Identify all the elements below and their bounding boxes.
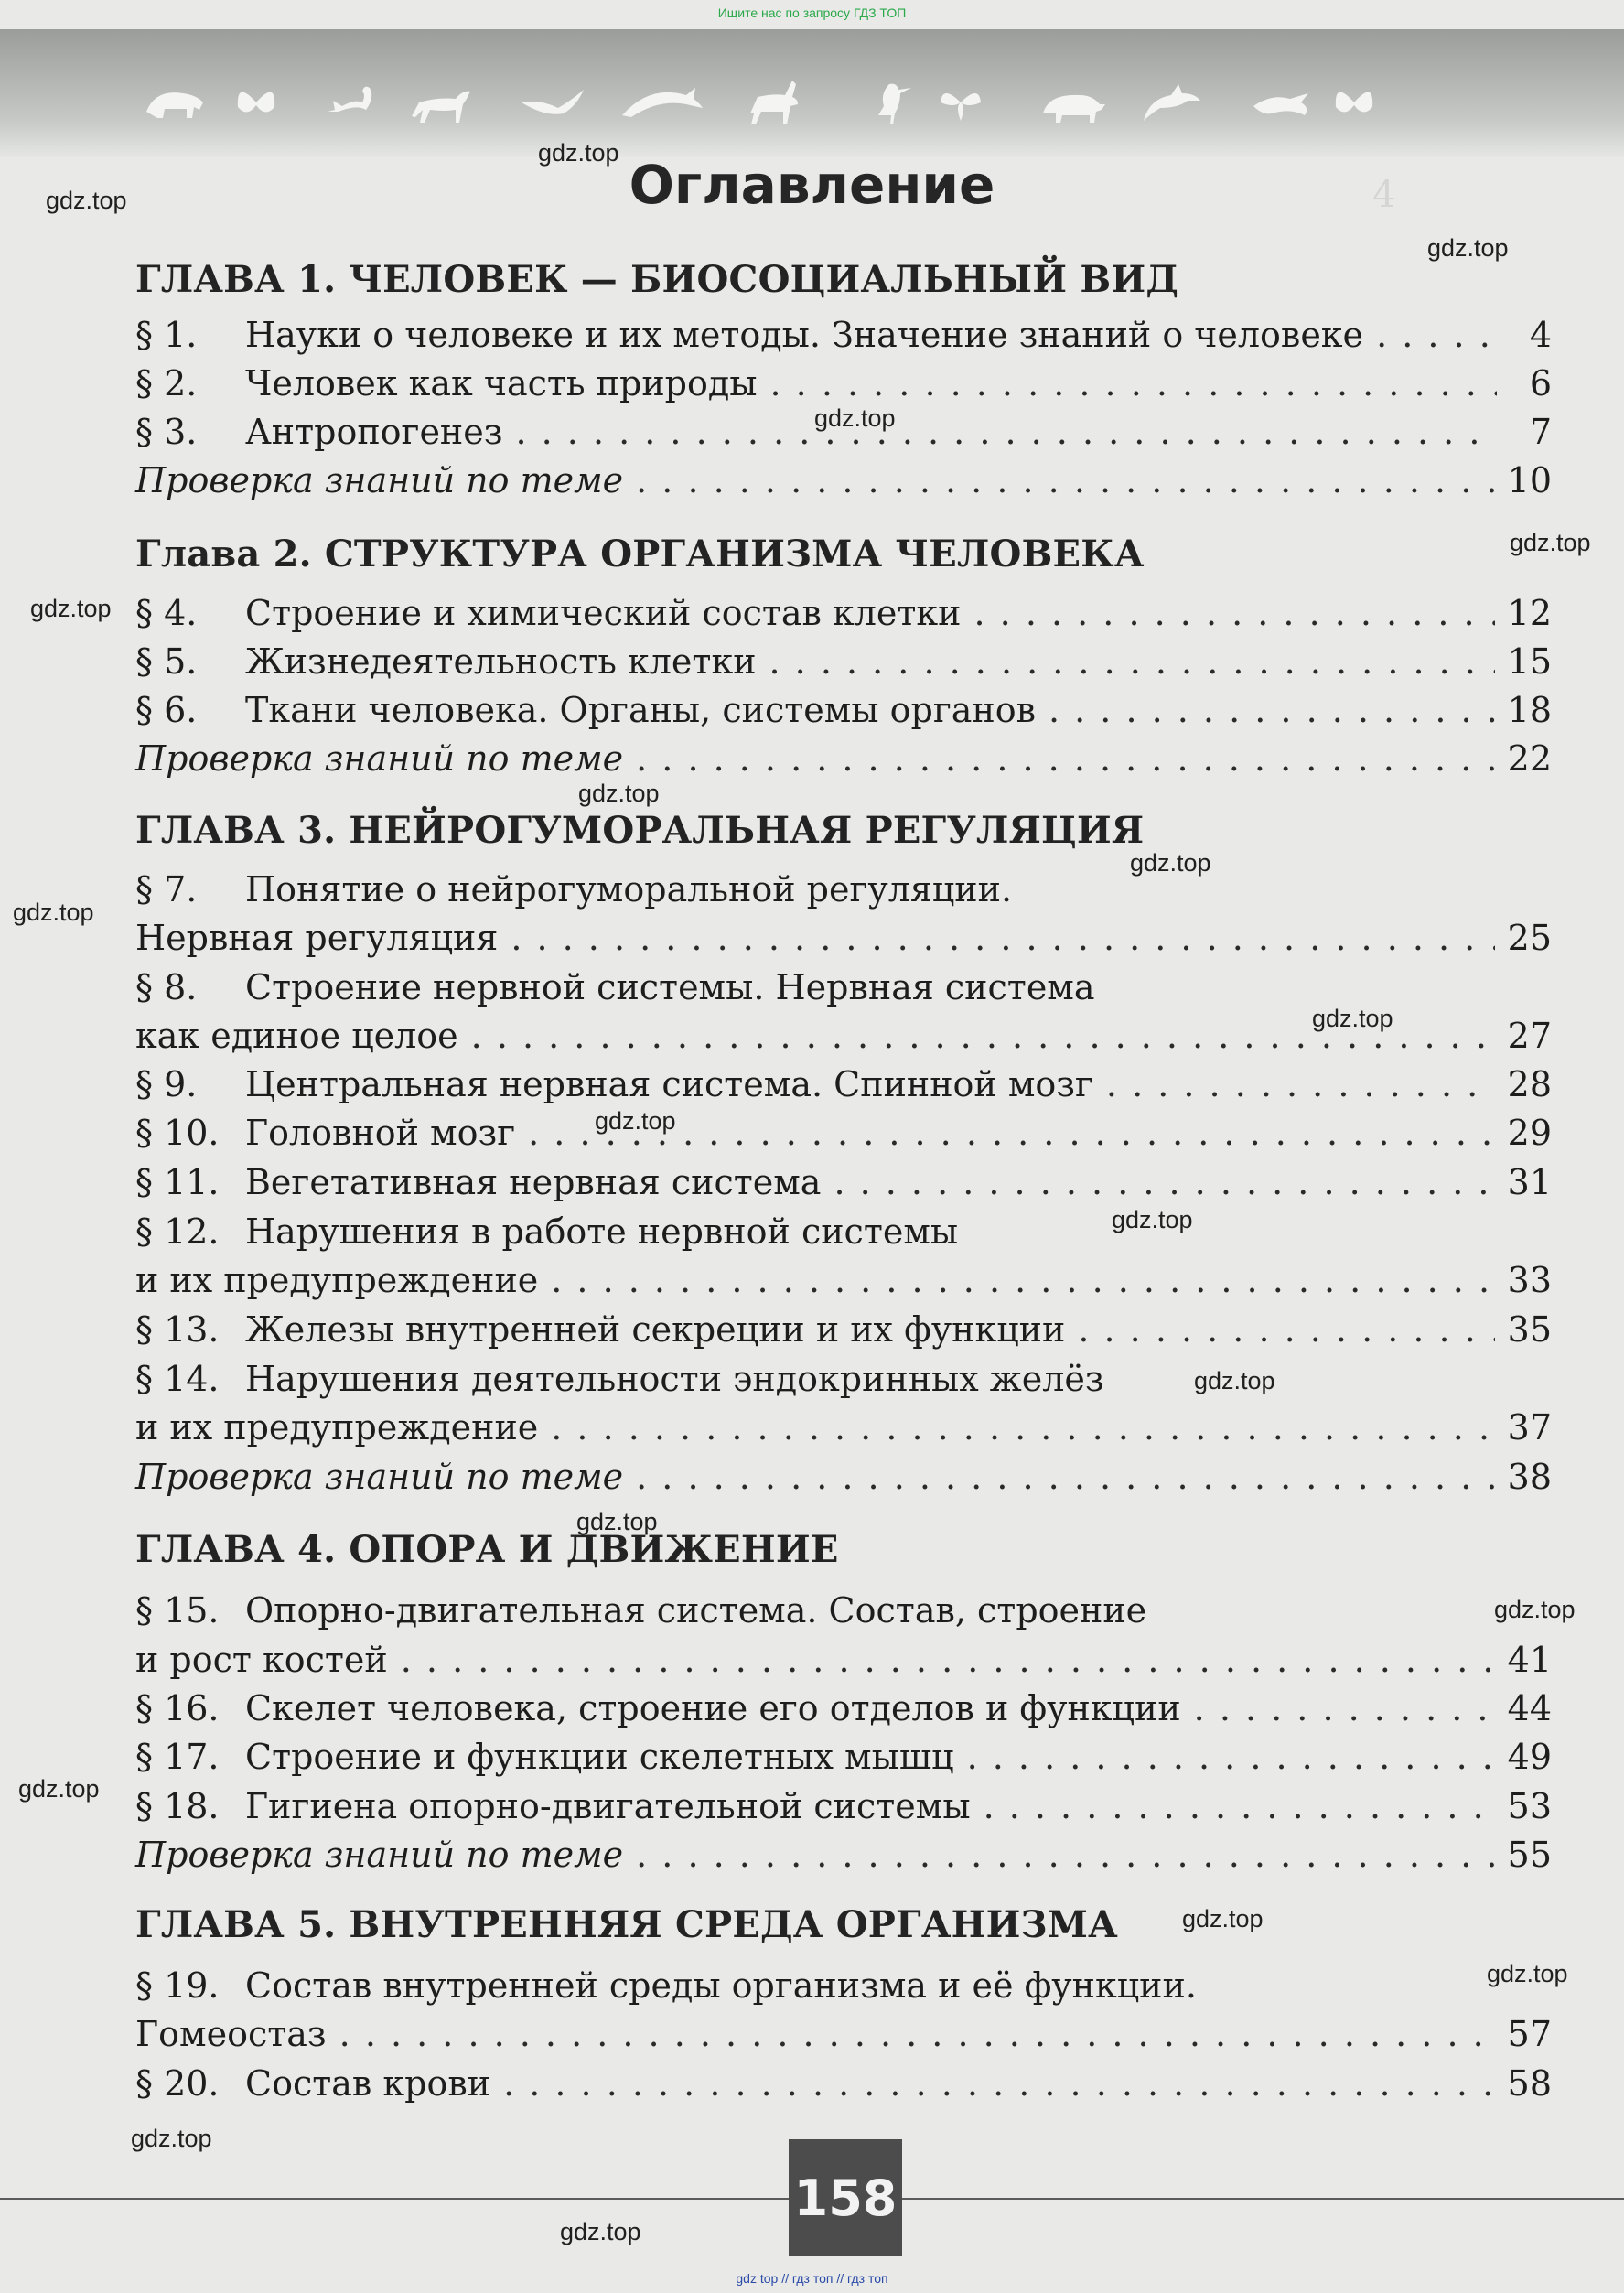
entry-page: 35	[1507, 1309, 1552, 1350]
entry-page: 41	[1507, 1640, 1552, 1680]
watermark: gdz.top	[131, 2125, 212, 2152]
dolphin-icon	[622, 88, 703, 117]
top-note: Ищите нас по запросу ГДЗ ТОП	[717, 5, 907, 20]
leader-dots	[1078, 1309, 1494, 1350]
entry-title: Строение нервной системы. Нервная система	[245, 967, 1095, 1007]
entry-number: § 9.	[135, 1064, 198, 1104]
watermark: gdz.top	[1130, 849, 1211, 877]
entry-page: 27	[1507, 1016, 1552, 1056]
animal-strip	[137, 75, 1565, 130]
entry-number: § 8.	[135, 967, 198, 1007]
toc-entry[interactable]	[135, 1064, 1552, 1114]
entry-title: Антропогенез	[245, 412, 503, 452]
entry-title-continued: и рост костей	[135, 1640, 388, 1680]
toc-entry[interactable]	[135, 2063, 1552, 2113]
entry-title-continued: Гомеостаз	[135, 2014, 327, 2054]
entry-page: 55	[1507, 1835, 1552, 1875]
entry-number: § 15.	[135, 1590, 220, 1631]
entry-number: § 3.	[135, 412, 198, 452]
entry-title: Нарушения в работе нервной системы	[245, 1211, 959, 1252]
entry-page: 22	[1507, 738, 1552, 779]
toc-entry-line[interactable]	[135, 869, 1552, 919]
entry-page: 58	[1507, 2063, 1552, 2104]
entry-title: Железы внутренней секреции и их функции	[245, 1309, 1066, 1350]
watermark: gdz.top	[595, 1107, 676, 1135]
toc-check-entry[interactable]	[135, 1835, 1552, 1884]
entry-title: Гигиена опорно-двигательной системы	[245, 1786, 971, 1826]
entry-title: Головной мозг	[245, 1113, 516, 1153]
toc-entry-line[interactable]	[135, 1590, 1552, 1640]
page-title: Оглавление	[629, 154, 995, 216]
watermark: gdz.top	[1194, 1367, 1275, 1394]
bottom-note: gdz top // гдз топ // гдз топ	[736, 2271, 888, 2286]
entry-page: 31	[1507, 1162, 1552, 1202]
leader-dots	[401, 1640, 1495, 1680]
bee-icon	[941, 93, 981, 121]
bison-icon	[146, 92, 203, 118]
watermark: gdz.top	[1494, 1596, 1576, 1623]
entry-title-continued: и их предупреждение	[135, 1260, 539, 1300]
entry-title: Центральная нервная система. Спинной мозг	[245, 1064, 1093, 1104]
leader-dots	[769, 641, 1495, 682]
chapter-3-title: ГЛАВА 3. НЕЙРОГУМОРАЛЬНАЯ РЕГУЛЯЦИЯ	[135, 809, 1145, 852]
watermark: gdz.top	[1112, 1206, 1193, 1233]
toc-entry[interactable]	[135, 1786, 1552, 1835]
leader-dots	[636, 460, 1495, 501]
entry-title: Нарушения деятельности эндокринных желёз	[245, 1359, 1104, 1399]
entry-title: Понятие о нейрогуморальной регуляции.	[245, 869, 1013, 910]
leader-dots	[551, 1407, 1494, 1448]
watermark: gdz.top	[30, 595, 112, 622]
chapter-2-title: Глава 2. СТРУКТУРА ОРГАНИЗМА ЧЕЛОВЕКА	[135, 533, 1145, 576]
watermark: gdz.top	[13, 899, 94, 926]
entry-title: Науки о человеке и их методы. Значение знаний о человеке	[245, 315, 1364, 355]
entry-page: 49	[1507, 1737, 1552, 1777]
entry-number: § 16.	[135, 1688, 220, 1728]
toc-check-entry[interactable]	[135, 738, 1552, 788]
leader-dots	[1376, 315, 1497, 355]
toc-entry[interactable]	[135, 593, 1552, 642]
toc-check-entry[interactable]	[135, 1457, 1552, 1506]
entry-number: § 1.	[135, 315, 198, 355]
deer-icon	[750, 81, 798, 124]
entry-title: Состав внутренней среды организма и её функции.	[245, 1965, 1197, 2006]
entry-number: § 7.	[135, 869, 198, 910]
toc-entry-line[interactable]	[135, 1359, 1552, 1408]
watermark: gdz.top	[576, 1508, 658, 1535]
entry-title: Опорно-двигательная система. Состав, строение	[245, 1590, 1147, 1631]
leader-dots	[636, 738, 1495, 779]
entry-title: Состав крови	[245, 2063, 491, 2104]
horse-icon	[412, 92, 470, 123]
watermark: gdz.top	[814, 404, 896, 432]
leader-dots	[1106, 1064, 1495, 1104]
entry-title: Вегетативная нервная система	[245, 1162, 822, 1202]
entry-number: § 19.	[135, 1965, 220, 2006]
entry-title: Строение и функции скелетных мышц	[245, 1737, 954, 1777]
entry-number: § 4.	[135, 593, 198, 633]
entry-title: Человек как часть природы	[245, 363, 758, 404]
entry-title: Жизнедеятельность клетки	[245, 641, 757, 682]
entry-page: 57	[1507, 2014, 1552, 2054]
toc-entry[interactable]	[135, 1309, 1552, 1359]
entry-page: 33	[1507, 1260, 1552, 1300]
boar-icon	[1043, 95, 1105, 123]
toc-entry[interactable]	[135, 1260, 1552, 1309]
leader-dots	[503, 2063, 1495, 2104]
leader-dots	[636, 1835, 1495, 1875]
toc-entry[interactable]	[135, 918, 1552, 967]
leader-dots	[551, 1260, 1494, 1300]
entry-title: Проверка знаний по теме	[135, 460, 624, 501]
entry-number: § 20.	[135, 2063, 220, 2104]
chapter-1-title: ГЛАВА 1. ЧЕЛОВЕК — БИОСОЦИАЛЬНЫЙ ВИД	[135, 258, 1179, 301]
watermark: gdz.top	[1312, 1005, 1393, 1032]
watermark: gdz.top	[560, 2218, 641, 2245]
entry-number: § 13.	[135, 1309, 220, 1350]
entry-page: 7	[1529, 412, 1552, 452]
entry-number: § 6.	[135, 690, 198, 730]
leader-dots	[967, 1737, 1495, 1777]
entry-number: § 2.	[135, 363, 198, 404]
entry-number: § 5.	[135, 641, 198, 682]
toc-entry-line[interactable]	[135, 1211, 1552, 1261]
leader-dots	[636, 1457, 1495, 1497]
entry-title: Проверка знаний по теме	[135, 1835, 624, 1875]
entry-page: 4	[1529, 315, 1552, 355]
watermark: gdz.top	[1487, 1960, 1568, 1987]
entry-title-continued: как единое целое	[135, 1016, 458, 1056]
leader-dots	[984, 1786, 1495, 1826]
butterfly-icon	[238, 92, 274, 113]
scorpion-icon	[328, 87, 371, 112]
entry-number: § 18.	[135, 1786, 220, 1826]
toc-entry[interactable]	[135, 1113, 1552, 1162]
entry-title: Строение и химический состав клетки	[245, 593, 962, 633]
butterfly-icon	[1336, 92, 1372, 113]
entry-page: 6	[1529, 363, 1552, 404]
entry-page: 10	[1507, 460, 1552, 501]
leader-dots	[1049, 690, 1495, 730]
eagle-icon	[1253, 93, 1308, 115]
leader-dots	[1194, 1688, 1495, 1728]
leader-dots	[974, 593, 1495, 633]
toc-entry[interactable]	[135, 690, 1552, 739]
watermark: gdz.top	[578, 780, 660, 807]
entry-number: § 14.	[135, 1359, 220, 1399]
leader-dots	[339, 2014, 1495, 2054]
entry-title-continued: Нервная регуляция	[135, 918, 499, 958]
entry-page: 29	[1507, 1113, 1552, 1153]
toc-entry[interactable]	[135, 1640, 1552, 1689]
entry-title: Проверка знаний по теме	[135, 738, 624, 779]
toc-entry-line[interactable]	[135, 1965, 1552, 2015]
entry-page: 12	[1507, 593, 1552, 633]
entry-number: § 17.	[135, 1737, 220, 1777]
entry-title-continued: и их предупреждение	[135, 1407, 539, 1448]
chapter-5-title: ГЛАВА 5. ВНУТРЕННЯЯ СРЕДА ОРГАНИЗМА	[135, 1903, 1118, 1946]
entry-page: 38	[1507, 1457, 1552, 1497]
entry-page: 28	[1507, 1064, 1552, 1104]
entry-number: § 11.	[135, 1162, 220, 1202]
entry-page: 25	[1507, 918, 1552, 958]
toc-entry[interactable]	[135, 1407, 1552, 1457]
toc-entry[interactable]	[135, 1737, 1552, 1786]
bird-icon	[522, 90, 584, 114]
entry-page: 53	[1507, 1786, 1552, 1826]
toc-entry[interactable]	[135, 1162, 1552, 1211]
entry-page: 37	[1507, 1407, 1552, 1448]
page-number: 158	[789, 2139, 902, 2256]
chapter-4-title: ГЛАВА 4. ОПОРА И ДВИЖЕНИЕ	[135, 1528, 839, 1571]
leader-dots	[511, 918, 1494, 958]
lizard-icon	[1144, 84, 1200, 121]
entry-title: Ткани человека. Органы, системы органов	[245, 690, 1036, 730]
watermark: gdz.top	[1182, 1905, 1264, 1932]
bleed-through-text: 4	[1372, 174, 1396, 216]
toc-check-entry[interactable]	[135, 460, 1552, 510]
toc-entry[interactable]	[135, 2014, 1552, 2063]
heron-icon	[878, 84, 911, 124]
leader-dots	[770, 363, 1498, 404]
entry-number: § 10.	[135, 1113, 220, 1153]
watermark: gdz.top	[1510, 529, 1591, 556]
entry-page: 18	[1507, 690, 1552, 730]
leader-dots	[515, 412, 1497, 452]
watermark: gdz.top	[18, 1775, 100, 1803]
entry-number: § 12.	[135, 1211, 220, 1252]
watermark: gdz.top	[538, 139, 619, 167]
toc-entry[interactable]	[135, 641, 1552, 691]
entry-title: Проверка знаний по теме	[135, 1457, 624, 1497]
watermark: gdz.top	[1427, 234, 1509, 262]
toc-entry[interactable]	[135, 1688, 1552, 1738]
watermark: gdz.top	[46, 187, 127, 214]
entry-page: 15	[1507, 641, 1552, 682]
entry-page: 44	[1507, 1688, 1552, 1728]
toc-entry[interactable]	[135, 315, 1552, 364]
entry-title: Скелет человека, строение его отделов и функции	[245, 1688, 1181, 1728]
leader-dots	[834, 1162, 1494, 1202]
